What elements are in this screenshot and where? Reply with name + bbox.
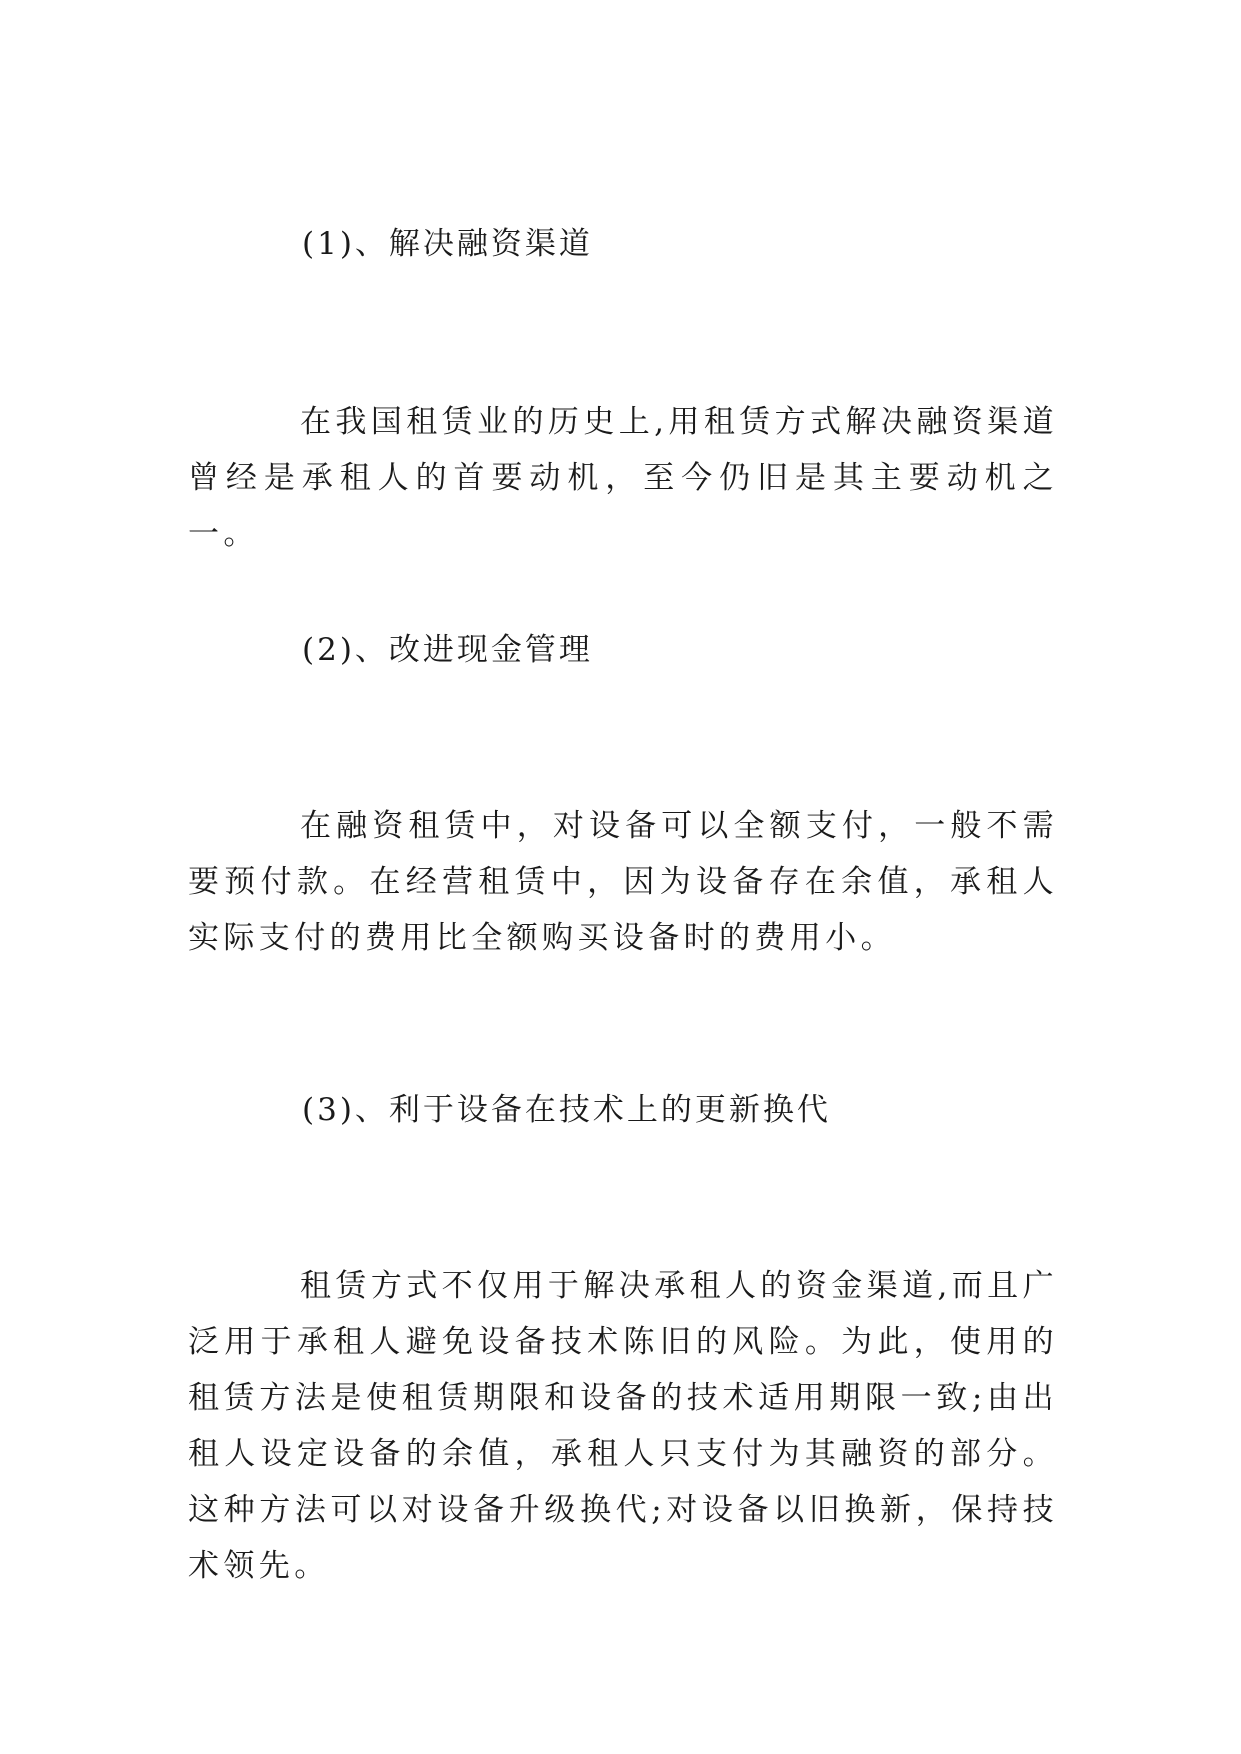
section-heading-2: (2)、改进现金管理 [302, 632, 593, 668]
section-body-1: 在我国租赁业的历史上,用租赁方式解决融资渠道曾经是承租人的首要动机，至今仍旧是其主要动机之一。 [188, 404, 1058, 552]
section-heading-3: (3)、利于设备在技术上的更新换代 [302, 1092, 831, 1128]
section-body-2: 在融资租赁中，对设备可以全额支付，一般不需要预付款。在经营租赁中，因为设备存在余值，承租人实际支付的费用比全额购买设备时的费用小。 [188, 808, 1058, 956]
section-heading-1: (1)、解决融资渠道 [302, 226, 593, 262]
section-body-3: 租赁方式不仅用于解决承租人的资金渠道,而且广泛用于承租人避免设备技术陈旧的风险。为此，使用的租赁方法是使租赁期限和设备的技术适用期限一致;由出租人设定设备的余值，承租人只支付为其融资的部分。这种方法可以对设备升级换代;对设备以旧换新，保持技术领先。 [188, 1268, 1058, 1584]
